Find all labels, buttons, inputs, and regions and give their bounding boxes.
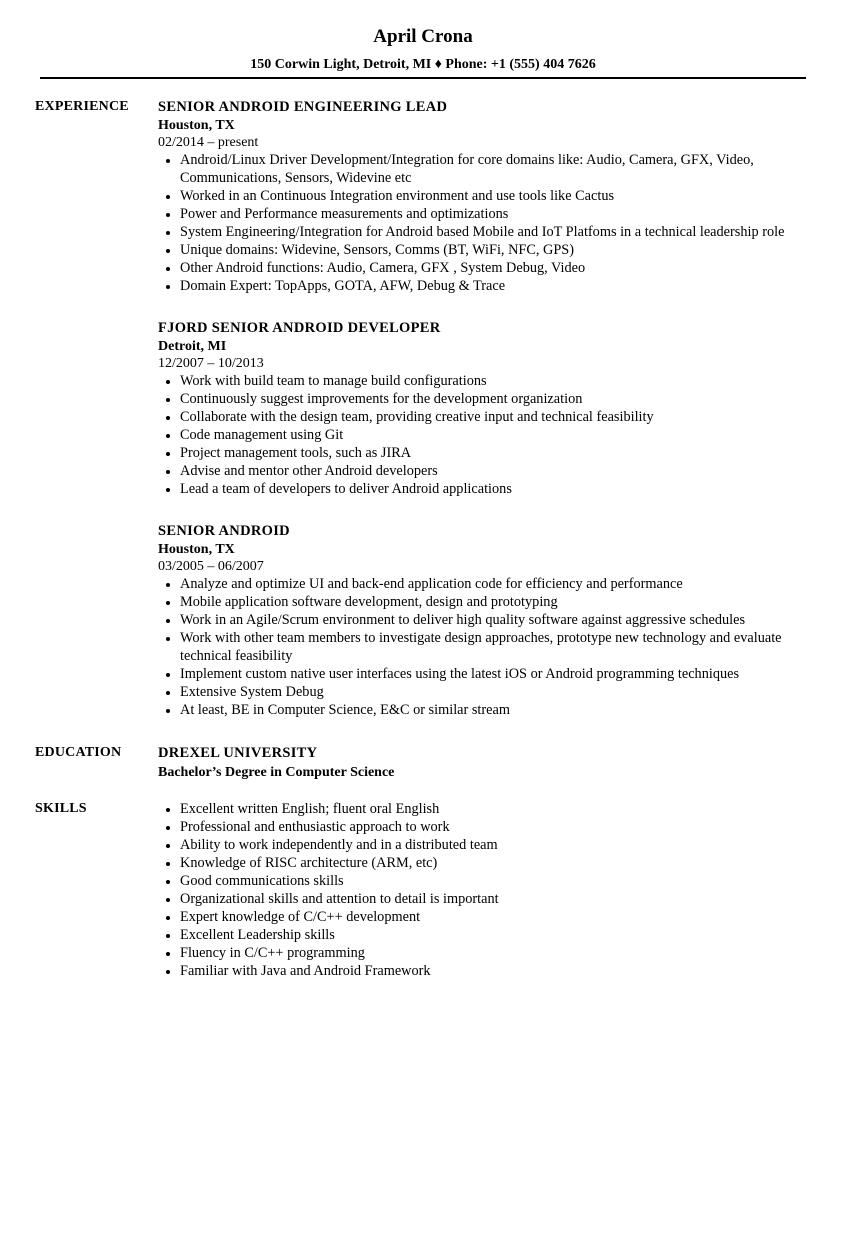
skill-item: • Excellent written English; fluent oral English [180, 800, 818, 818]
experience-label: EXPERIENCE [35, 99, 129, 114]
job-bullets [158, 372, 818, 498]
skills-label: SKILLS [35, 801, 87, 816]
resume-header [40, 24, 806, 74]
bullet-item: • Work in an Agile/Scrum environment to deliver high quality software against aggressive schedules [180, 611, 818, 629]
job-title: SENIOR ANDROID ENGINEERING LEAD [158, 99, 448, 115]
bullet-item: • System Engineering/Integration for Android based Mobile and IoT Platfoms in a technical leadership role [180, 223, 818, 241]
skill-item: • Excellent Leadership skills [180, 926, 818, 944]
applicant-name: April Crona [373, 26, 473, 47]
job-title: SENIOR ANDROID [158, 523, 290, 539]
bullet-item: • Code management using Git [180, 426, 818, 444]
contact-line: 150 Corwin Light, Detroit, MI ♦ Phone: +1 (555) 404 7626 [250, 57, 596, 72]
job-bullets [158, 151, 818, 295]
bullet-item: • Other Android functions: Audio, Camera, GFX , System Debug, Video [180, 259, 818, 277]
bullet-item: • Worked in an Continuous Integration environment and use tools like Cactus [180, 187, 818, 205]
experience-body [158, 98, 818, 719]
job-dates: 12/2007 – 10/2013 [158, 356, 264, 371]
job-bullets [158, 575, 818, 719]
bullet-item: • Work with build team to manage build configurations [180, 372, 818, 390]
bullet-item: • Work with other team members to investigate design approaches, prototype new technology and evaluate technical feasibility [180, 629, 818, 665]
bullet-item: • Mobile application software development, design and prototyping [180, 593, 818, 611]
degree-name: Bachelor’s Degree in Computer Science [158, 765, 395, 780]
job-entry [158, 98, 818, 295]
education-body [158, 744, 818, 782]
job-location: Detroit, MI [158, 339, 227, 354]
skill-item: • Fluency in C/C++ programming [180, 944, 818, 962]
bullet-item: • Extensive System Debug [180, 683, 818, 701]
skill-item: • Knowledge of RISC architecture (ARM, etc) [180, 854, 818, 872]
bullet-item: • Advise and mentor other Android developers [180, 462, 818, 480]
job-title: FJORD SENIOR ANDROID DEVELOPER [158, 320, 441, 336]
bullet-item: • At least, BE in Computer Science, E&C or similar stream [180, 701, 818, 719]
job-location: Houston, TX [158, 542, 235, 557]
skill-item: • Organizational skills and attention to detail is important [180, 890, 818, 908]
bullet-item: • Power and Performance measurements and optimizations [180, 205, 818, 223]
job-entry [158, 319, 818, 498]
job-dates: 03/2005 – 06/2007 [158, 559, 264, 574]
bullet-item: • Continuously suggest improvements for the development organization [180, 390, 818, 408]
bullet-item: • Collaborate with the design team, providing creative input and technical feasibility [180, 408, 818, 426]
job-dates: 02/2014 – present [158, 135, 259, 150]
job-location: Houston, TX [158, 118, 235, 133]
education-label: EDUCATION [35, 745, 122, 760]
bullet-item: • Lead a team of developers to deliver Android applications [180, 480, 818, 498]
skill-item: • Expert knowledge of C/C++ development [180, 908, 818, 926]
skills-list [158, 800, 818, 980]
header-divider [40, 77, 806, 79]
bullet-item: • Domain Expert: TopApps, GOTA, AFW, Debug & Trace [180, 277, 818, 295]
school-name: DREXEL UNIVERSITY [158, 745, 318, 761]
job-entry [158, 522, 818, 719]
bullet-item: • Implement custom native user interfaces using the latest iOS or Android programming techniques [180, 665, 818, 683]
skill-item: • Professional and enthusiastic approach to work [180, 818, 818, 836]
skill-item: • Ability to work independently and in a distributed team [180, 836, 818, 854]
skill-item: • Familiar with Java and Android Framework [180, 962, 818, 980]
bullet-item: • Android/Linux Driver Development/Integration for core domains like: Audio, Camera, GFX, Video, Communications, Sensors, Widevine etc [180, 151, 818, 187]
skill-item: • Good communications skills [180, 872, 818, 890]
skills-body [158, 800, 818, 980]
bullet-item: • Unique domains: Widevine, Sensors, Comms (BT, WiFi, NFC, GPS) [180, 241, 818, 259]
bullet-item: • Analyze and optimize UI and back-end application code for efficiency and performance [180, 575, 818, 593]
bullet-item: • Project management tools, such as JIRA [180, 444, 818, 462]
